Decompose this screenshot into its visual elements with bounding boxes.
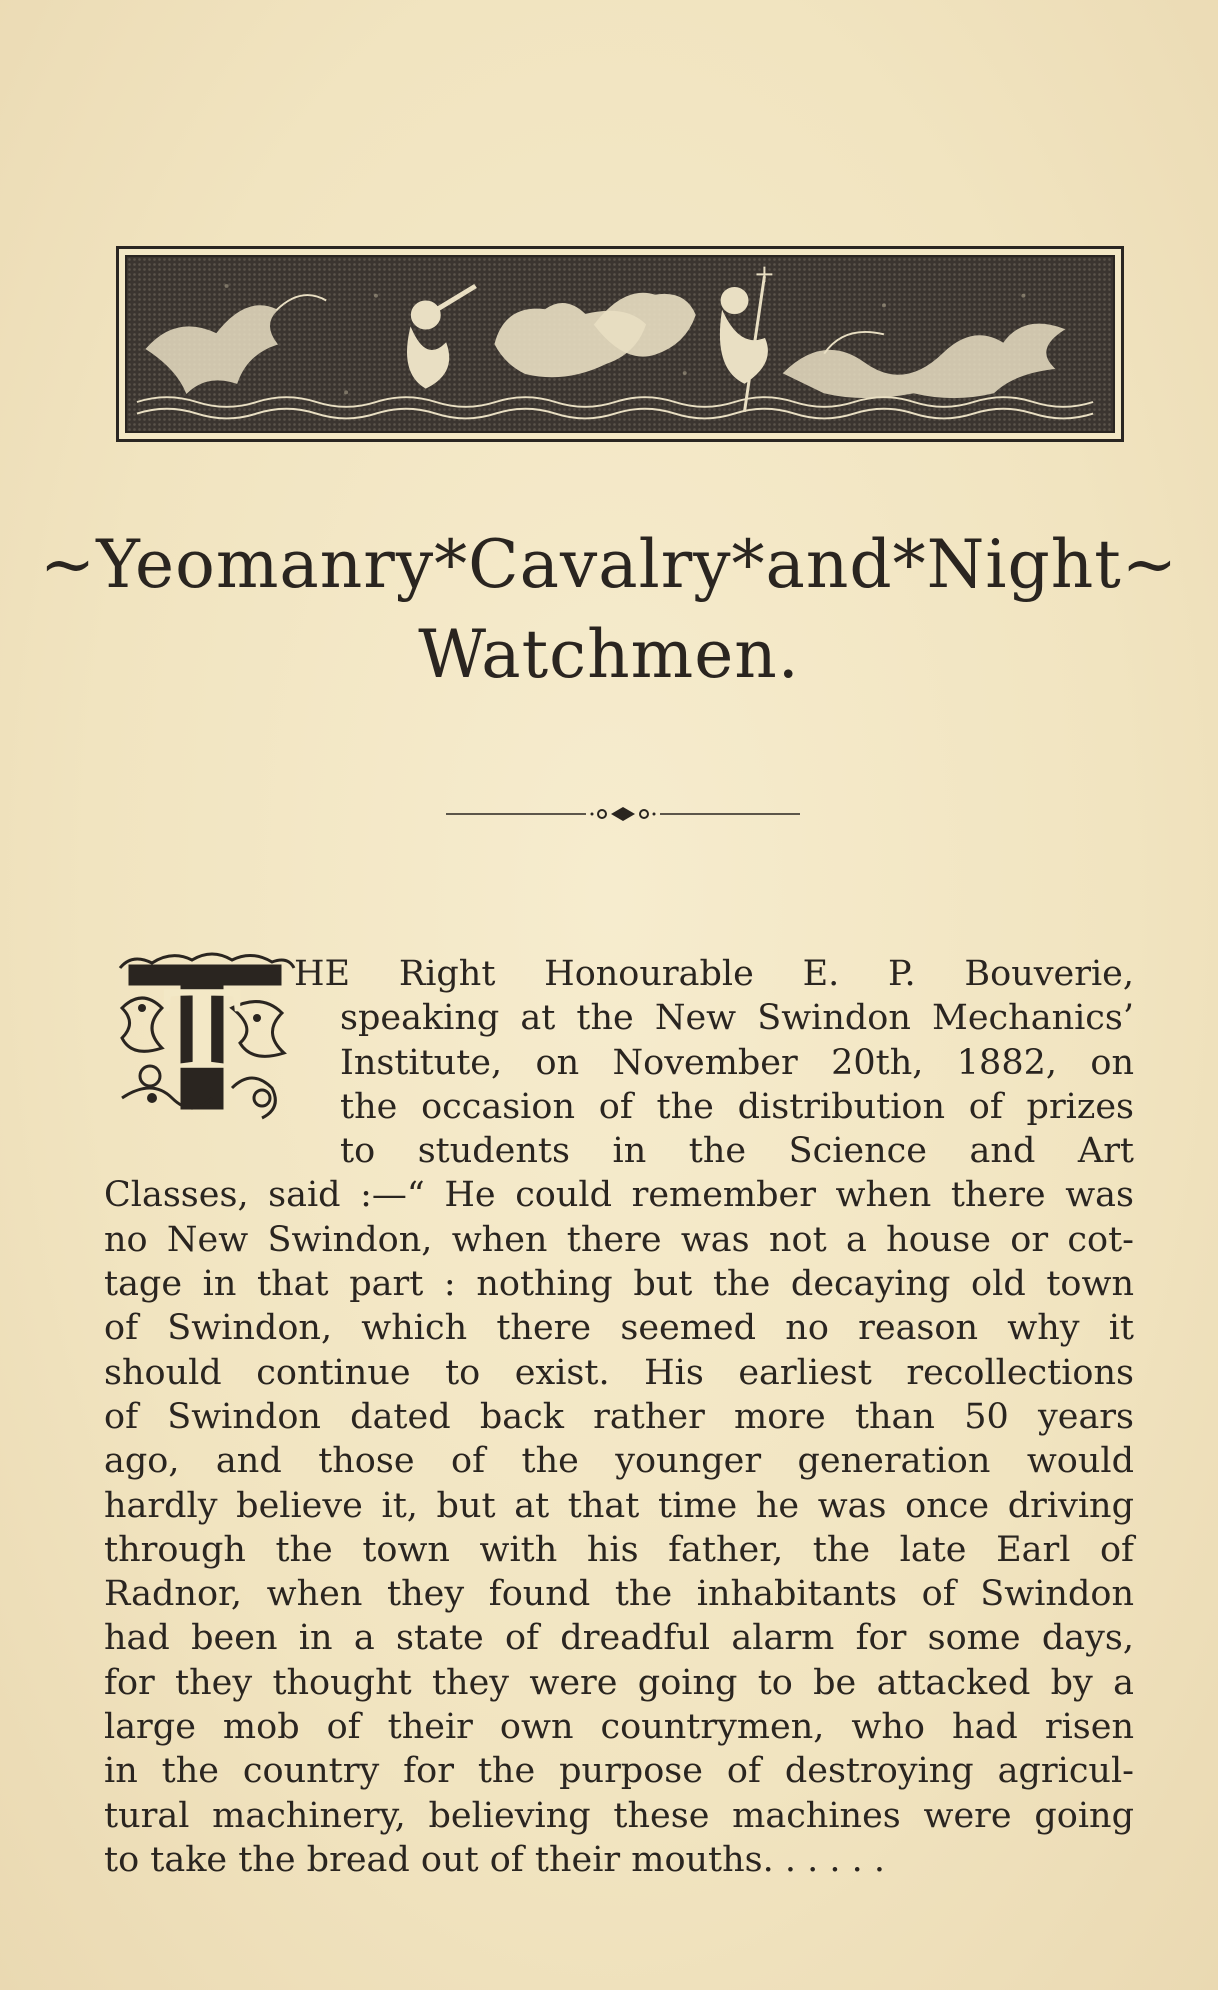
- body-line: of Swindon dated back rather more than 50 years: [104, 1396, 1134, 1437]
- body-line: hardly believe it, but at that time he was once driving: [104, 1485, 1134, 1526]
- body-line: Radnor, when they found the inhabitants of Swindon: [104, 1574, 1134, 1615]
- body-line: had been in a state of dreadful alarm for some days,: [104, 1618, 1134, 1659]
- chapter-title-line1: ~Yeomanry*Cavalry*and*Night~: [39, 526, 1179, 603]
- body-line: ago, and those of the younger generation would: [104, 1441, 1134, 1482]
- body-line: tage in that part : nothing but the decaying old town: [104, 1264, 1134, 1305]
- body-line: the occasion of the distribution of prizes: [340, 1086, 1134, 1127]
- body-line: speaking at the New Swindon Mechanics’: [340, 998, 1134, 1039]
- headpiece-banner: [116, 246, 1124, 442]
- body-line: to students in the Science and Art: [340, 1131, 1134, 1172]
- body-line: through the town with his father, the late Earl of: [104, 1529, 1134, 1570]
- body-line: should continue to exist. His earliest recollections: [104, 1352, 1134, 1393]
- body-line: for they thought they were going to be attacked by a: [104, 1662, 1134, 1703]
- sea-creatures-engraving-icon: [125, 255, 1115, 433]
- body-line: in the country for the purpose of destroying agricul-: [104, 1751, 1134, 1792]
- body-line: large mob of their own countrymen, who had risen: [104, 1707, 1134, 1748]
- dropcap-letter: T: [161, 961, 243, 1094]
- body-paragraph: [104, 952, 1134, 1882]
- body-line: of Swindon, which there seemed no reason why it: [104, 1308, 1134, 1349]
- body-line: no New Swindon, when there was not a house or cot-: [104, 1219, 1134, 1260]
- body-line: Classes, said :—“ He could remember when there was: [104, 1175, 1134, 1216]
- body-line: tural machinery, believing these machines were going: [104, 1795, 1134, 1836]
- ornamental-rule-icon: [446, 802, 800, 826]
- chapter-title-line2: Watchmen.: [418, 616, 800, 693]
- body-line: to take the bread out of their mouths. . . . . .: [104, 1839, 886, 1880]
- body-line: Institute, on November 20th, 1882, on: [340, 1042, 1134, 1083]
- body-line: HE Right Honourable E. P. Bouverie,: [294, 954, 1134, 994]
